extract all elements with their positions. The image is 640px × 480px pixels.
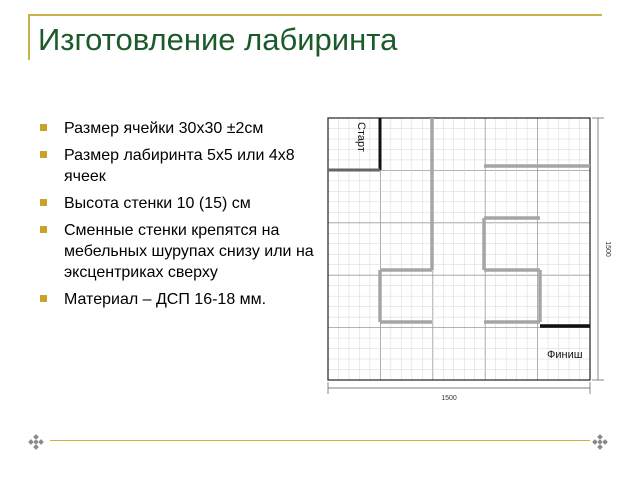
title-left-rule — [28, 14, 30, 60]
footer-rule — [50, 440, 590, 441]
maze-grid — [328, 118, 590, 380]
maze-border — [328, 118, 590, 380]
bullet-item — [38, 289, 320, 310]
bullet-text: Размер лабиринта 5х5 или 4х8 ячеек — [64, 147, 295, 185]
bullet-marker-icon — [40, 124, 47, 131]
bullet-item — [38, 193, 320, 214]
height-dimension — [592, 118, 604, 380]
bullet-marker-icon — [40, 226, 47, 233]
start-label: Старт — [355, 122, 367, 152]
bullet-marker-icon — [40, 199, 47, 206]
bullet-text: Сменные стенки крепятся на мебельных шурупах снизу или на эксцентриках сверху — [64, 222, 314, 281]
finish-label: Финиш — [547, 349, 583, 361]
bullet-list — [38, 118, 320, 316]
bullet-item — [38, 118, 320, 139]
bullet-item — [38, 220, 320, 283]
bullet-text: Материал – ДСП 16-18 мм. — [64, 291, 267, 308]
bullet-text: Высота стенки 10 (15) см — [64, 195, 251, 212]
ornament-icon — [592, 434, 608, 450]
bullet-text: Размер ячейки 30х30 ±2см — [64, 120, 264, 137]
title-top-rule — [28, 14, 602, 16]
maze-diagram — [318, 108, 614, 404]
ornament-icon — [28, 434, 44, 450]
width-dimension-label: 1500 — [441, 395, 457, 402]
maze-drawing — [318, 108, 614, 404]
height-dimension-label: 1500 — [604, 241, 611, 257]
slide-title: Изготовление лабиринта — [38, 22, 398, 57]
bullet-item — [38, 145, 320, 187]
bullet-marker-icon — [40, 151, 47, 158]
bullet-marker-icon — [40, 295, 47, 302]
width-dimension — [328, 382, 590, 394]
